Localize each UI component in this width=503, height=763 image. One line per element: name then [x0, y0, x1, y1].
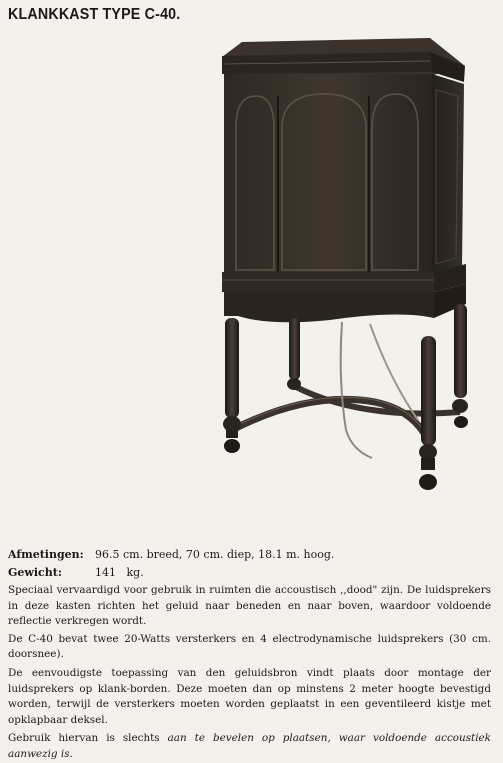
paragraph-usage [8, 731, 491, 762]
weight-label: Gewicht: [8, 565, 62, 579]
weight-row [8, 563, 334, 581]
cabinet-front [224, 74, 432, 274]
dimensions-value: 96.5 cm. breed, 70 cm. diep, 18.1 m. hoog. [95, 547, 335, 561]
dimensions-label: Afmetingen: [8, 547, 84, 561]
paragraph-acoustics: Speciaal vervaardigd voor gebruik in ruimten die accoustisch ,,dood" zijn. De luidsprekers in deze kasten richten het geluid naar beneden en naar boven, waardoor voldoende reflectie verkregen wordt. [8, 584, 491, 628]
usage-plain: Gebruik hiervan is slechts [8, 732, 168, 745]
cabinet-base [222, 264, 466, 322]
usage-italic: aan te bevelen op plaatsen, waar voldoende accoustiek aanwezig is. [8, 732, 491, 760]
description [8, 583, 491, 763]
cable [341, 322, 372, 458]
cabinet-side [432, 74, 464, 276]
page-title: KLANKKAST TYPE C-40. [8, 6, 181, 23]
paragraph-amplifiers: De C-40 bevat twee 20-Watts versterkers en 4 electrodynamische luidsprekers (30 cm. doorsnee). [8, 632, 491, 661]
specifications [8, 545, 334, 581]
dimensions-row [8, 545, 334, 563]
paragraph-mounting: De eenvoudigste toepassing van den geluidsbron vindt plaats door montage der luidsprekers op klank-borden. Deze moeten dan op minstens 2 meter hoogte bevestigd worden, terwijl de versterkers moeten worden geplaatst in een geventileerd kistje met opklapbaar deksel. [8, 666, 491, 726]
weight-value: 141 kg. [95, 565, 144, 579]
